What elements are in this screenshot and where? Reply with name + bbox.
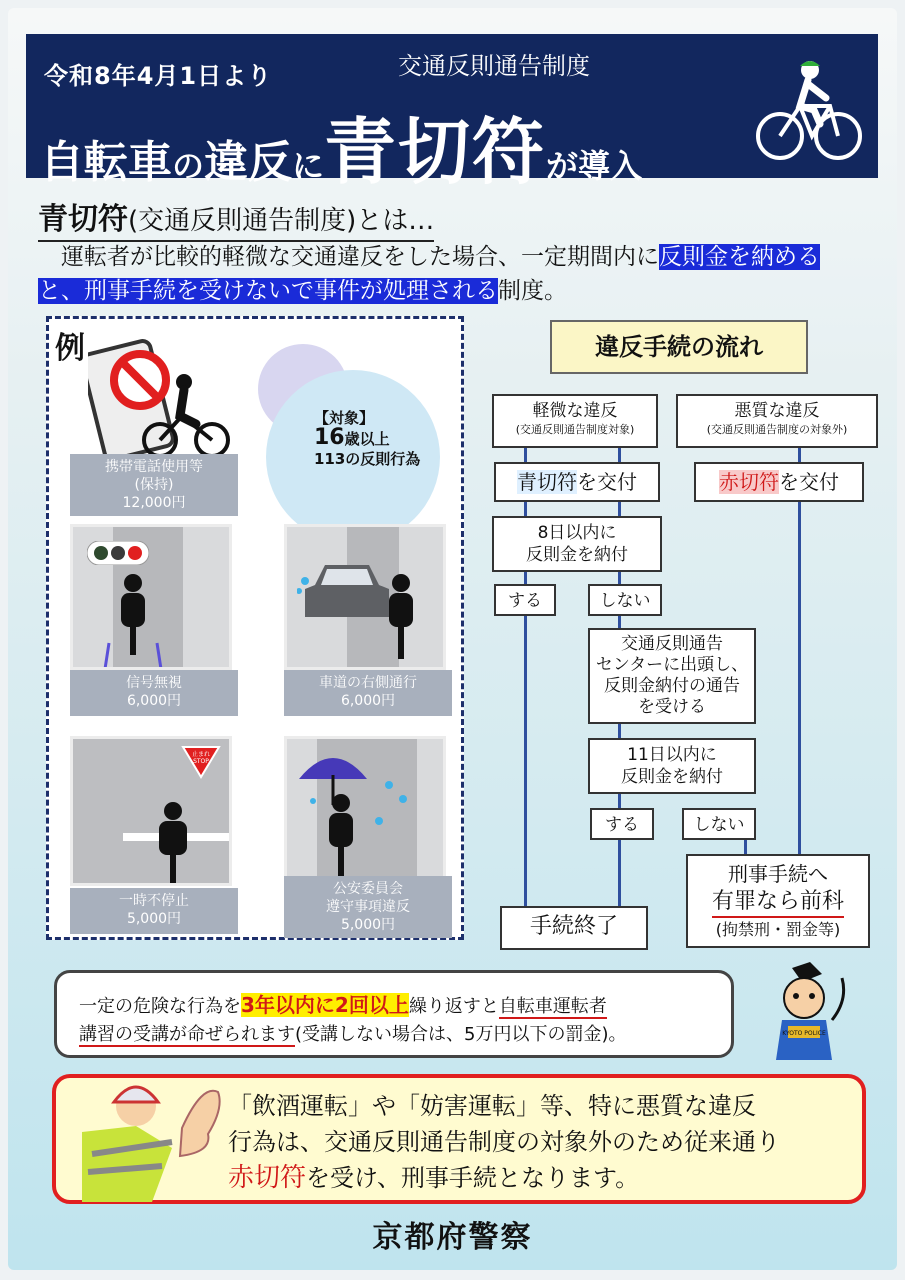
mascot-badge-text: KYOTO POLICE [782, 1030, 826, 1037]
criminal-line1: 刑事手続へ [728, 862, 828, 886]
flow-line [798, 448, 801, 858]
title-ni: に [292, 147, 325, 185]
example-phone-sub: (保持) [134, 477, 174, 493]
center-line3: 反則金納付の通告 [604, 676, 740, 696]
example-public-safety-sub: 遵守事項違反 [326, 899, 410, 915]
target-info [314, 408, 420, 469]
bubble-text-1: 一定の危険な行為を [79, 996, 241, 1017]
footer-issuer: 京都府警察 [372, 1220, 533, 1255]
stop-sign-jp: 止まれ [191, 751, 211, 758]
umbrella-scene [284, 736, 446, 886]
criminal-line2: 有罪なら前科 [712, 888, 844, 918]
example-stop-caption [70, 888, 238, 934]
minor-violation-label: 軽微な違反 [532, 401, 618, 421]
bubble-underline-1: 自転車運転者 [498, 996, 607, 1017]
bubble-underline-2: 講習の受講が命ぜられます [79, 1024, 295, 1045]
header-banner [26, 34, 878, 194]
bubble-text-3: 繰り返すと [408, 996, 499, 1017]
blue-ticket-box [494, 462, 660, 502]
red-ticket-label: 赤切符 [719, 470, 779, 494]
police-mascot-icon [752, 960, 862, 1070]
stop-sign-en: STOP [193, 758, 209, 765]
definition-text-after: 制度。 [498, 278, 567, 304]
officer-stop-icon [62, 1072, 232, 1204]
bubble-text-6: (受講しない場合は、5万円以下の罰金)。 [295, 1024, 627, 1045]
example-signal-caption [70, 670, 238, 716]
criminal-procedure-box [686, 854, 870, 948]
notice-line3-rest: を受け、刑事手続となります。 [306, 1164, 640, 1192]
umbrella-cyclist-icon [293, 745, 443, 885]
effective-date: 令和8年4月1日より [44, 62, 273, 90]
serious-violation-note: (交通反則通告制度の対象外) [706, 423, 848, 436]
center-line4: を受ける [638, 697, 706, 717]
definition-title-main: 青切符 [38, 202, 128, 237]
procedure-end-box: 手続終了 [500, 906, 648, 950]
definition-highlight-2: と、刑事手続を受けないで事件が処理される [38, 278, 498, 304]
example-phone-name: 携帯電話使用等 [105, 459, 203, 475]
center-line2: センターに出頭し、 [595, 655, 749, 675]
example-right-name: 車道の右側通行 [319, 675, 417, 691]
title-bicycle: 自転車 [40, 137, 172, 188]
examples-label: 例 [55, 331, 85, 366]
minor-violation-note: (交通反則通告制度対象) [515, 423, 635, 436]
notice-line2: 行為は、交通反則通告制度の対象外のため従来通り [228, 1128, 780, 1156]
center-notice-box [588, 628, 756, 724]
poster [8, 8, 897, 1270]
title-blue-ticket: 青切符 [324, 110, 547, 194]
title-introduced: が導入 [546, 147, 643, 185]
notice-red-ticket: 赤切符 [228, 1163, 307, 1193]
traffic-light-icon [87, 541, 149, 565]
right-side-scene [284, 524, 446, 670]
minor-violation-box [492, 394, 658, 448]
example-stop-name: 一時不停止 [119, 893, 189, 909]
example-stop-fine: 5,000円 [126, 911, 182, 927]
red-ticket-box [694, 462, 864, 502]
definition-title [38, 194, 434, 242]
bubble-highlight: 3年以内に2回以上 [241, 993, 409, 1017]
blue-ticket-suffix: を交付 [577, 470, 637, 494]
example-signal-name: 信号無視 [126, 675, 182, 691]
stop-scene [70, 736, 232, 886]
training-speech-bubble [54, 970, 734, 1058]
signal-scene [70, 524, 232, 670]
cyclist-icon [754, 54, 864, 164]
definition-title-rest: (交通反則通告制度)とは… [128, 206, 435, 236]
title-violation: 違反 [204, 137, 293, 188]
definition-text [38, 240, 878, 308]
example-phone-fine: 12,000円 [122, 495, 186, 511]
example-right-caption [284, 670, 452, 716]
target-age-suffix: 歳以上 [344, 430, 390, 448]
example-public-safety-caption [284, 876, 452, 938]
definition-highlight-1: 反則金を納める [659, 244, 820, 270]
pay-yes-box: する [494, 584, 556, 616]
target-label: 【対象】 [314, 409, 375, 427]
title-no: の [172, 147, 205, 185]
target-count: 113の反則行為 [314, 450, 421, 468]
pay-11days-box [588, 738, 756, 794]
pay-11days-line1: 11日以内に [627, 745, 717, 765]
notice-text [228, 1088, 780, 1196]
example-signal-fine: 6,000円 [126, 693, 182, 709]
serious-violation-box [676, 394, 878, 448]
criminal-line3: (拘禁刑・罰金等) [715, 920, 841, 939]
serious-violation-label: 悪質な違反 [734, 401, 820, 421]
notice-line1: 「飲酒運転」や「妨害運転」等、特に悪質な違反 [228, 1092, 756, 1120]
pay11-no-box: しない [682, 808, 756, 840]
example-public-safety-name: 公安委員会 [333, 881, 403, 897]
pay11-yes-box: する [590, 808, 654, 840]
phone-ban-icon [88, 338, 238, 458]
pay-8days-line2: 反則金を納付 [526, 545, 628, 565]
blue-ticket-label: 青切符 [517, 470, 577, 494]
example-public-safety-fine: 5,000円 [340, 917, 396, 933]
header-title [40, 94, 642, 198]
red-ticket-suffix: を交付 [779, 470, 839, 494]
center-line1: 交通反則通告 [621, 634, 723, 654]
flow-title: 違反手続の流れ [550, 320, 808, 374]
pay-no-box: しない [588, 584, 662, 616]
red-ticket-notice [52, 1074, 866, 1204]
pay-8days-box [492, 516, 662, 572]
stop-sign-icon [181, 745, 221, 779]
pay-8days-line1: 8日以内に [537, 523, 617, 543]
target-age: 16 [314, 425, 345, 450]
pay-11days-line2: 反則金を納付 [621, 767, 723, 787]
cyclist-right-icon [381, 573, 421, 669]
example-phone-caption [70, 454, 238, 516]
cyclist-rear-icon [103, 573, 163, 669]
cyclist-stop-icon [143, 801, 203, 886]
header-subtitle: 交通反則通告制度 [398, 52, 590, 80]
example-right-fine: 6,000円 [340, 693, 396, 709]
definition-text-before: 運転者が比較的軽微な交通違反をした場合、一定期間内に [61, 244, 659, 270]
